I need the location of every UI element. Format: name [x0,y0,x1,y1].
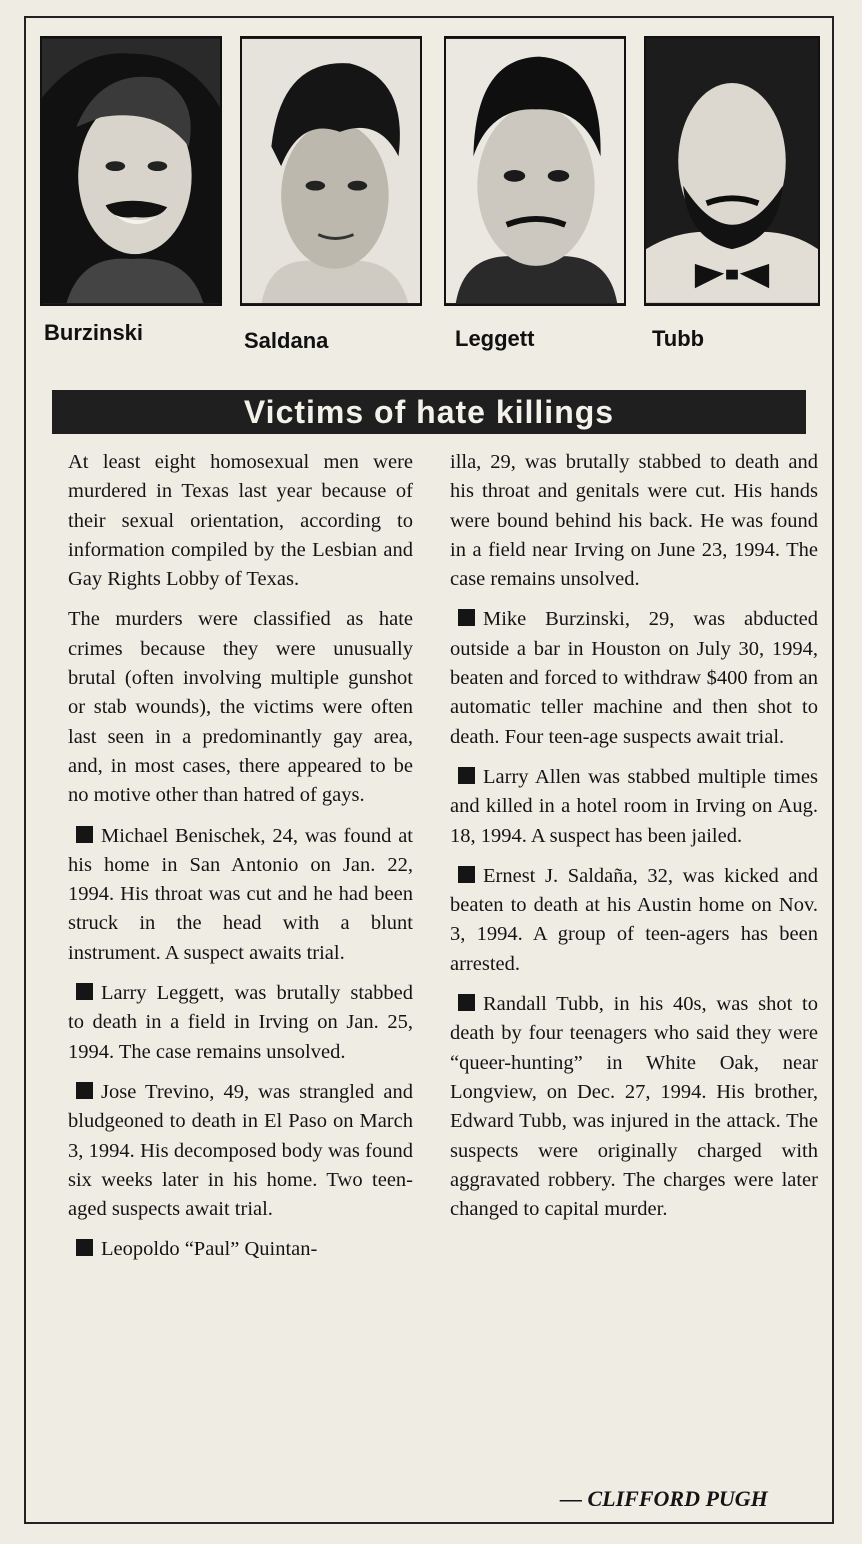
portrait-burzinski-image [42,38,220,304]
portrait-leggett-image [446,38,624,304]
portrait-tubb-image [646,38,818,304]
bullet-square-icon [76,826,93,843]
victim-entry: Ernest J. Saldaña, 32, was kicked and beaten to death at his Austin home on Nov. 3, 1994. A group of teen-agers has been arrested. [450,864,818,975]
bullet-square-icon [458,609,475,626]
portrait-saldana-image [242,38,420,304]
headline: Victims of hate killings [243,393,615,430]
victim-entry: Leopoldo “Paul” Quintan- [68,1235,413,1264]
paragraph: At least eight homosexual men were murdered in Texas last year because of their sexual orientation, according to information compiled by the Lesbian and Gay Rights Lobby of Texas. [68,451,413,591]
headline-banner [52,390,806,434]
bullet-square-icon [76,983,93,1000]
victim-entry: Larry Allen was stabbed multiple times and killed in a hotel room in Irving on Aug. 18, 1994. A suspect has been jailed. [450,765,818,847]
victim-entry: Jose Trevino, 49, was strangled and bludgeoned to death in El Paso on March 3, 1994. His decomposed body was found six weeks later in his home. Two teen-aged suspects await trial. [68,1080,413,1221]
photo-saldana [240,36,422,306]
article-column-right [450,448,818,1235]
caption-leggett: Leggett [455,326,535,351]
caption-burzinski: Burzinski [44,320,144,345]
paragraph: The murders were classified as hate crimes because they were unusually brutal (often involving multiple gunshot or stab wounds), the victims were often last seen in a predominantly gay area, and, in most cases, there appeared to be no motive other than hatred of gays. [68,608,413,807]
photo-tubb [644,36,820,306]
bullet-square-icon [458,767,475,784]
bullet-square-icon [76,1239,93,1256]
caption-saldana: Saldana [244,328,329,353]
victim-entry: Mike Burzinski, 29, was abducted outside a bar in Houston on July 30, 1994, beaten and forced to withdraw $400 from an automatic teller machine and then shot to death. Four teen-age suspects await trial. [450,608,818,748]
photo-row [40,36,820,311]
victim-entry: Larry Leggett, was brutally stabbed to death in a field in Irving on Jan. 25, 1994. The case remains unsolved. [68,982,413,1063]
victim-entry: Michael Benischek, 24, was found at his home in San Antonio on Jan. 22, 1994. His throat was cut and he had been struck in the head with a blunt instrument. A suspect awaits trial. [68,824,413,964]
caption-tubb: Tubb [652,326,705,351]
article-column-left [68,448,413,1276]
victim-entry: Randall Tubb, in his 40s, was shot to death by four teenagers who said they were “queer-hunting” in White Oak, near Longview, on Dec. 27, 1994. His brother, Edward Tubb, was injured in the attack. The suspects were originally charged with aggravated robbery. The charges were later changed to capital murder. [450,993,818,1221]
bullet-square-icon [76,1082,93,1099]
photo-leggett [444,36,626,306]
photo-burzinski [40,36,222,306]
bullet-square-icon [458,866,475,883]
victim-entry-continued: illa, 29, was brutally stabbed to death and his throat and genitals were cut. His hands were bound behind his back. He was found in a field near Irving on June 23, 1994. The case remains unsolved. [450,451,818,591]
byline: — CLIFFORD PUGH [560,1486,768,1511]
bullet-square-icon [458,994,475,1011]
